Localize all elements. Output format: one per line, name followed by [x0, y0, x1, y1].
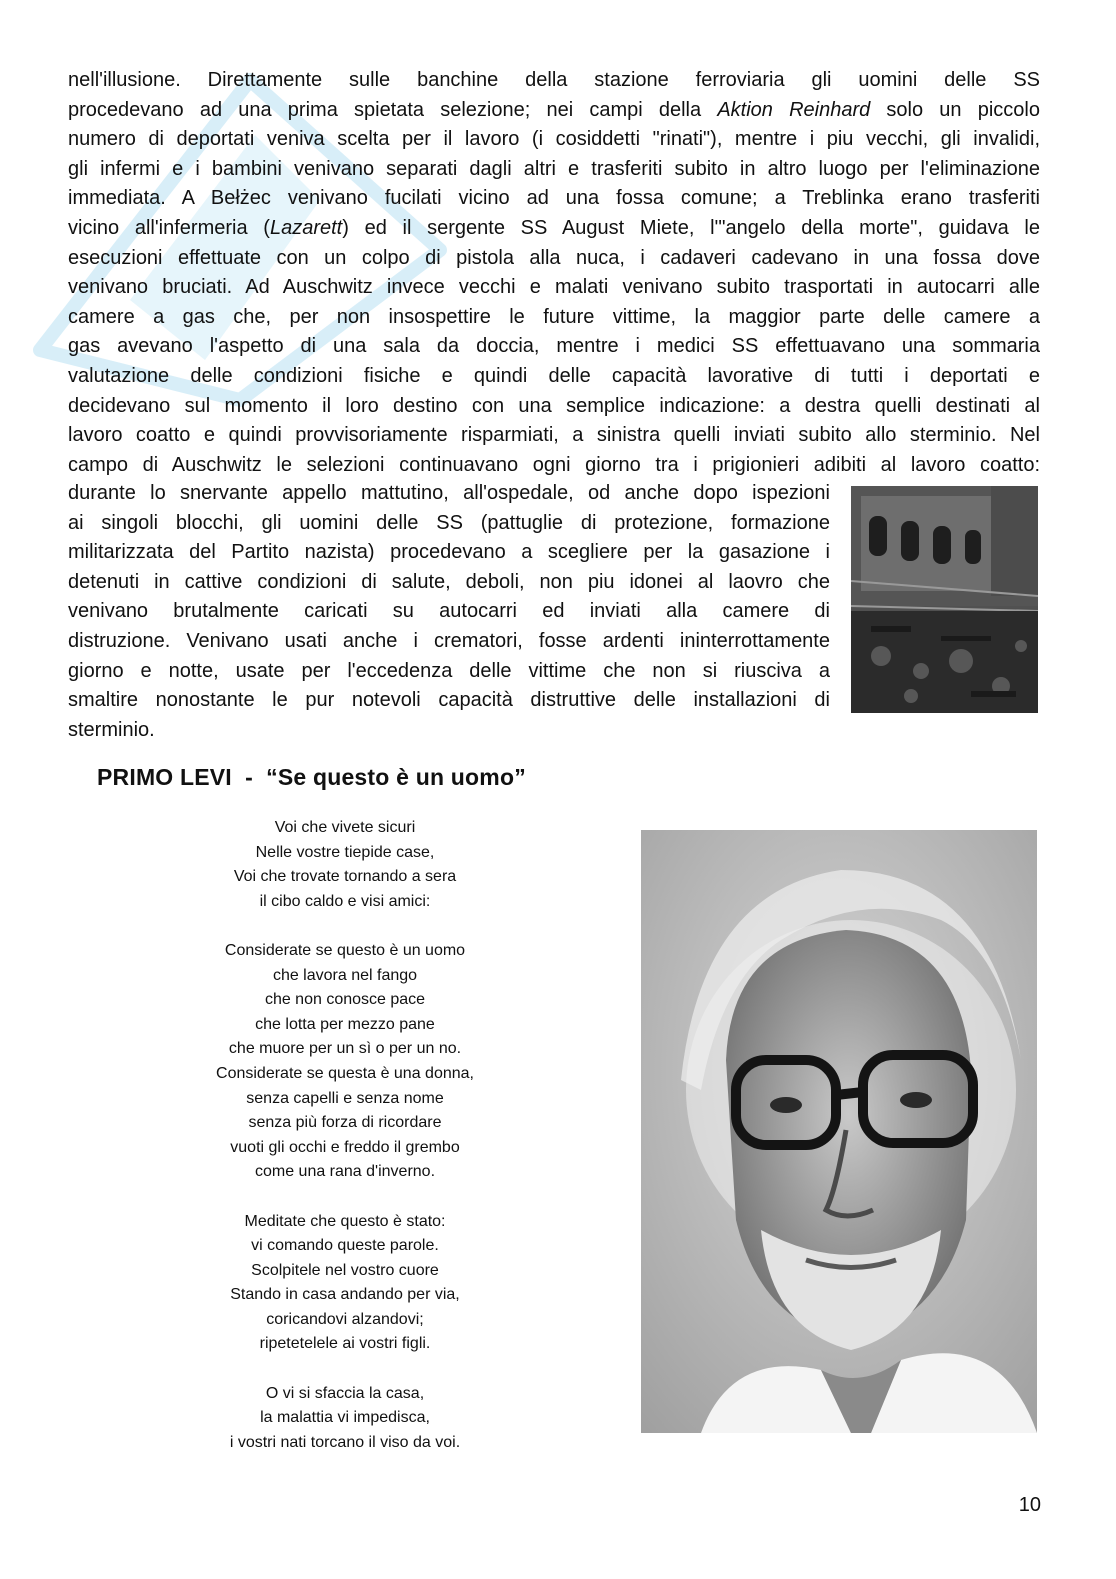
text-line: campo di Auschwitz le selezioni continuavano ogni giorno tra i prigionieri adibiti al lavoro coatto:	[68, 453, 1040, 476]
poem	[150, 816, 540, 1480]
poem-line: Meditate che questo è stato:	[244, 1212, 446, 1230]
poem-line: vuoti gli occhi e freddo il grembo	[230, 1138, 460, 1156]
text-line: esecuzioni effettuate con un colpo di pistola alla nuca, i cadaveri cadevano in una fossa dove	[68, 246, 1040, 269]
poem-line: Considerate se questo è un uomo	[224, 941, 466, 959]
poem-line: che lavora nel fango	[272, 966, 418, 984]
text-line: giorno e notte, usate per l'eccedenza delle vittime che non si riusciva a	[68, 659, 830, 682]
poem-line: Voi che vivete sicuri	[274, 819, 416, 836]
text-line: vicino all'infermeria (Lazarett) ed il sergente SS August Miete, l'"angelo della morte", guidava le	[68, 216, 1040, 239]
text-line: ai singoli blocchi, gli uomini delle SS (pattuglie di protezione, formazione	[68, 511, 830, 534]
poem-line: Stando in casa andando per via,	[230, 1286, 460, 1304]
body-paragraph-1	[68, 66, 1040, 480]
poem-line: Scolpitele nel vostro cuore	[251, 1261, 439, 1279]
text-line: durante lo snervante appello mattutino, all'ospedale, od anche dopo ispezioni	[68, 482, 830, 504]
text-line: distruzione. Venivano usati anche i crematori, fosse ardenti ininterrottamente	[68, 629, 830, 652]
text-line: procedevano ad una prima spietata selezione; nei campi della Aktion Reinhard solo un piccolo	[68, 98, 1040, 121]
text-line: gas avevano l'aspetto di una sala da doccia, mentre i medici SS effettuavano una sommaria	[68, 335, 1040, 358]
section-heading: PRIMO LEVI - “Se questo è un uomo”	[97, 764, 526, 790]
poem-stanza	[150, 816, 540, 914]
text-line: detenuti in cattive condizioni di salute, deboli, non piu idonei al laovro che	[68, 570, 830, 593]
text-line: valutazione delle condizioni fisiche e quindi delle capacità lavorative di tutti i deportati e	[68, 364, 1040, 387]
poem-line: Voi che trovate tornando a sera	[233, 868, 457, 886]
poem-line: come una rana d'inverno.	[254, 1163, 436, 1181]
poem-line: che muore per un sì o per un no.	[228, 1040, 462, 1058]
page-number: 10	[1018, 1494, 1041, 1516]
body-paragraph-2	[68, 479, 830, 745]
poem-line: senza più forza di ricordare	[248, 1114, 442, 1132]
poem-line: coricandovi alzandovi;	[266, 1310, 424, 1328]
poem-line: senza capelli e senza nome	[246, 1089, 444, 1107]
primo-levi-portrait	[641, 830, 1037, 1433]
poem-line: il cibo caldo e visi amici:	[259, 892, 431, 910]
text-line: sterminio.	[68, 718, 155, 741]
text-line: venivano brutalmente caricati su autocarri ed inviati alla camere di	[68, 600, 830, 623]
text-line: nell'illusione. Direttamente sulle banchine della stazione ferroviaria gli uomini delle SS	[68, 69, 1040, 91]
poem-stanza	[150, 1210, 540, 1358]
text-line: militarizzata del Partito nazista) procedevano a scegliere per la gasazione i	[68, 541, 830, 564]
italic-term: Aktion Reinhard	[717, 98, 871, 121]
text-line: smaltire nonostante le pur notevoli capacità distruttive delle installazioni di	[68, 689, 830, 712]
poem-stanza	[150, 1382, 540, 1456]
poem-line: i vostri nati torcano il viso da voi.	[229, 1433, 461, 1451]
text-line: numero di deportati veniva scelta per il lavoro (i cosiddetti "rinati"), mentre i piu vecchi, gli invalidi,	[68, 128, 1040, 151]
poem-line: O vi si sfaccia la casa,	[265, 1384, 425, 1402]
poem-line: ripetetelele ai vostri figli.	[259, 1335, 431, 1353]
poem-line: che non conosce pace	[264, 991, 426, 1009]
text-line: camere a gas che, per non insospettire le future vittime, la maggior parte delle camere a	[68, 305, 1040, 328]
poem-line: che lotta per mezzo pane	[255, 1015, 435, 1033]
poem-line: vi comando queste parole.	[251, 1237, 439, 1255]
poem-line: Considerate se questa è una donna,	[216, 1064, 474, 1082]
text-line: immediata. A Bełżec venivano fucilati vicino ad una fossa comune; a Treblinka erano trasferiti	[68, 187, 1040, 210]
poem-stanza	[150, 939, 540, 1185]
poem-line: Nelle vostre tiepide case,	[255, 843, 435, 861]
poem-line: la malattia vi impedisca,	[260, 1409, 430, 1427]
italic-term: Lazarett	[269, 216, 343, 239]
text-line: lavoro coatto e quindi provvisoriamente risparmiati, a sinistra quelli inviati subito allo sterminio. Nel	[68, 424, 1040, 447]
text-line: venivano bruciati. Ad Auschwitz invece vecchi e malati venivano subito trasportati in autocarri alle	[68, 276, 1040, 299]
text-line: gli infermi e i bambini venivano separati dagli altri e trasferiti subito in altro luogo per l'eliminazione	[68, 157, 1040, 180]
text-line: decidevano sul momento il loro destino con una semplice indicazione: a destra quelli destinati al	[68, 394, 1040, 417]
crematorium-photo	[851, 486, 1038, 713]
